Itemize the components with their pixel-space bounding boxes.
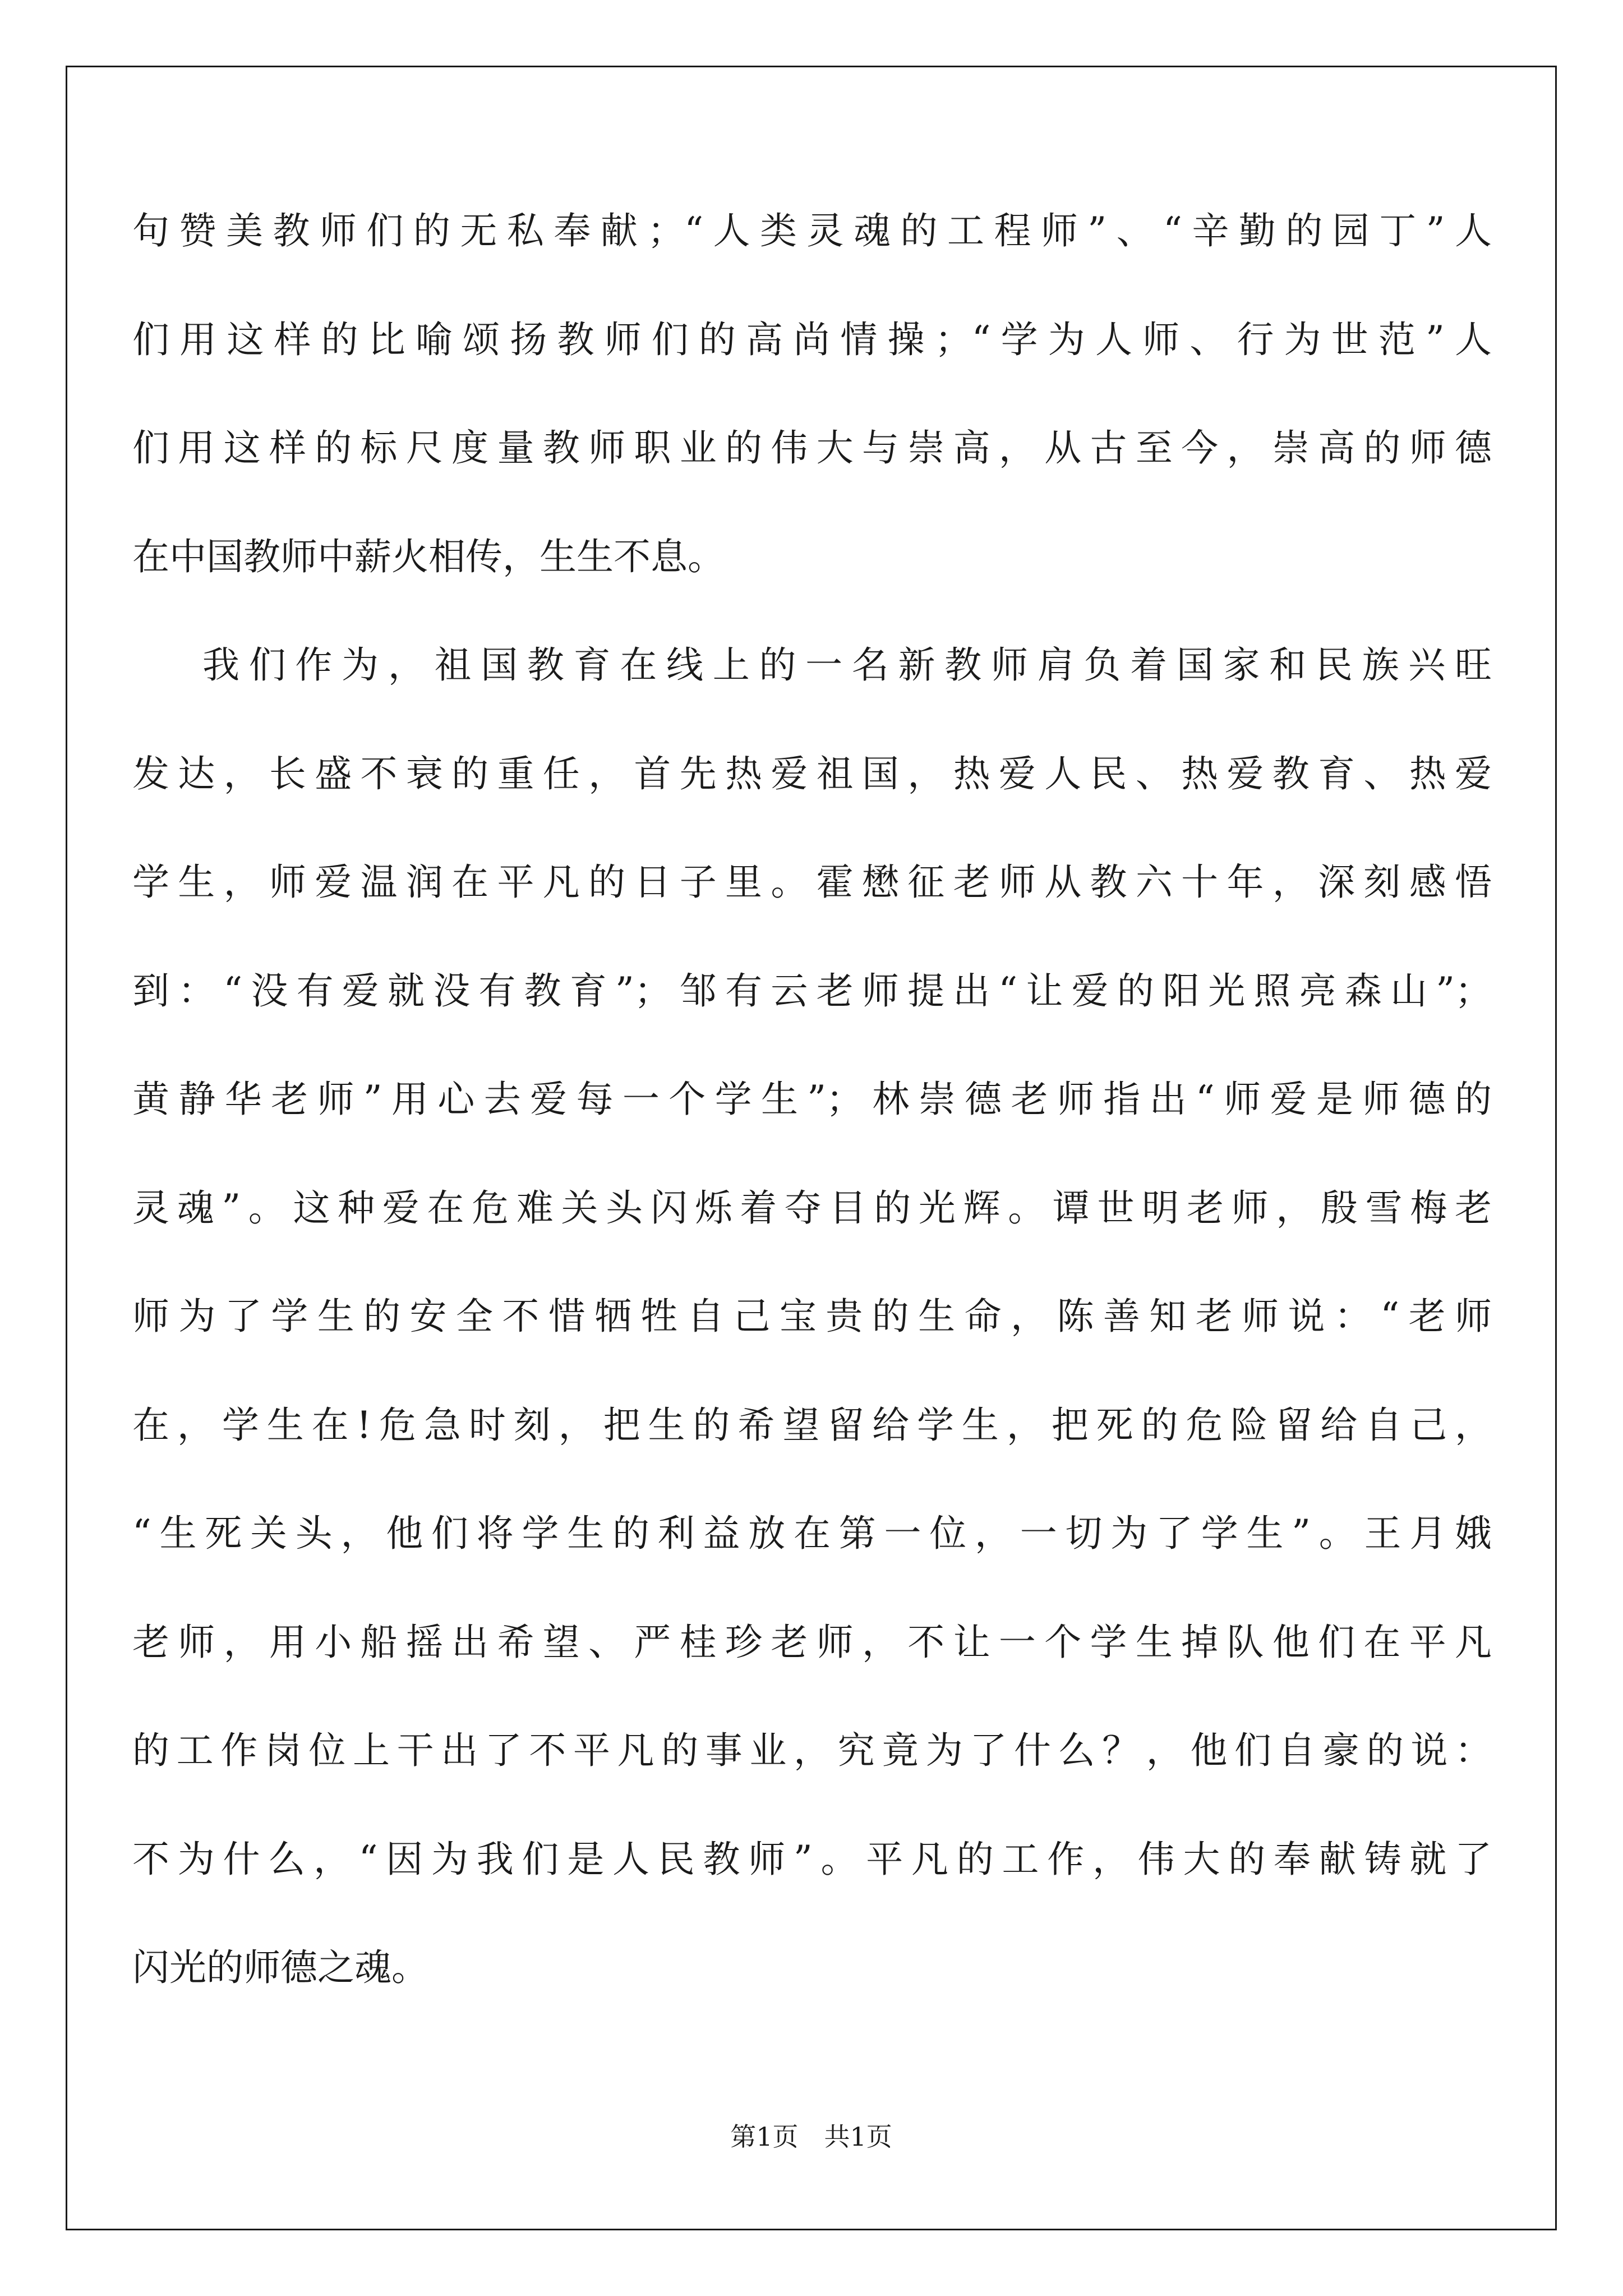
text-line: 黄静华老师”用心去爱每一个学生”；林崇德老师指出“师爱是师德的 <box>132 1078 1492 1121</box>
page-footer <box>66 2116 1557 2154</box>
document-body <box>132 209 1492 2054</box>
text-line: 灵魂”。这种爱在危难关头闪烁着夺目的光辉。谭世明老师，殷雪梅老 <box>132 1186 1492 1230</box>
text-line: 们用这样的标尺度量教师职业的伟大与崇高，从古至今，崇高的师德 <box>132 426 1492 470</box>
text-line: “生死关头，他们将学生的利益放在第一位，一切为了学生”。王月娥 <box>132 1512 1492 1555</box>
text-line: 学生，师爱温润在平凡的日子里。霍懋征老师从教六十年，深刻感悟 <box>132 861 1492 904</box>
text-line: 的工作岗位上干出了不平凡的事业，究竟为了什么？，他们自豪的说： <box>132 1729 1492 1772</box>
text-line: 师为了学生的安全不惜牺牲自己宝贵的生命，陈善知老师说：“老师 <box>132 1295 1492 1338</box>
text-line: 到：“没有爱就没有教育”；邹有云老师提出“让爱的阳光照亮森山”； <box>132 969 1492 1013</box>
page-total: 共1页 <box>824 2122 892 2152</box>
page-number: 第1页 <box>730 2122 799 2152</box>
text-line: 我们作为，祖国教育在线上的一名新教师肩负着国家和民族兴旺 <box>202 643 1492 687</box>
text-line: 在中国教师中薪火相传，生生不息。 <box>132 535 725 578</box>
text-line: 发达，长盛不衰的重任，首先热爱祖国，热爱人民、热爱教育、热爱 <box>132 752 1492 795</box>
text-line: 不为什么，“因为我们是人民教师”。平凡的工作，伟大的奉献铸就了 <box>132 1837 1492 1881</box>
text-line: 句赞美教师们的无私奉献；“人类灵魂的工程师”、“辛勤的园丁”人 <box>132 209 1492 252</box>
text-line: 们用这样的比喻颂扬教师们的高尚情操；“学为人师、行为世范”人 <box>132 318 1492 361</box>
text-line: 闪光的师德之魂。 <box>132 1946 428 1989</box>
text-line: 老师，用小船摇出希望、严桂珍老师，不让一个学生掉队他们在平凡 <box>132 1620 1492 1664</box>
text-line: 在，学生在!危急时刻，把生的希望留给学生，把死的危险留给自己， <box>132 1403 1492 1447</box>
